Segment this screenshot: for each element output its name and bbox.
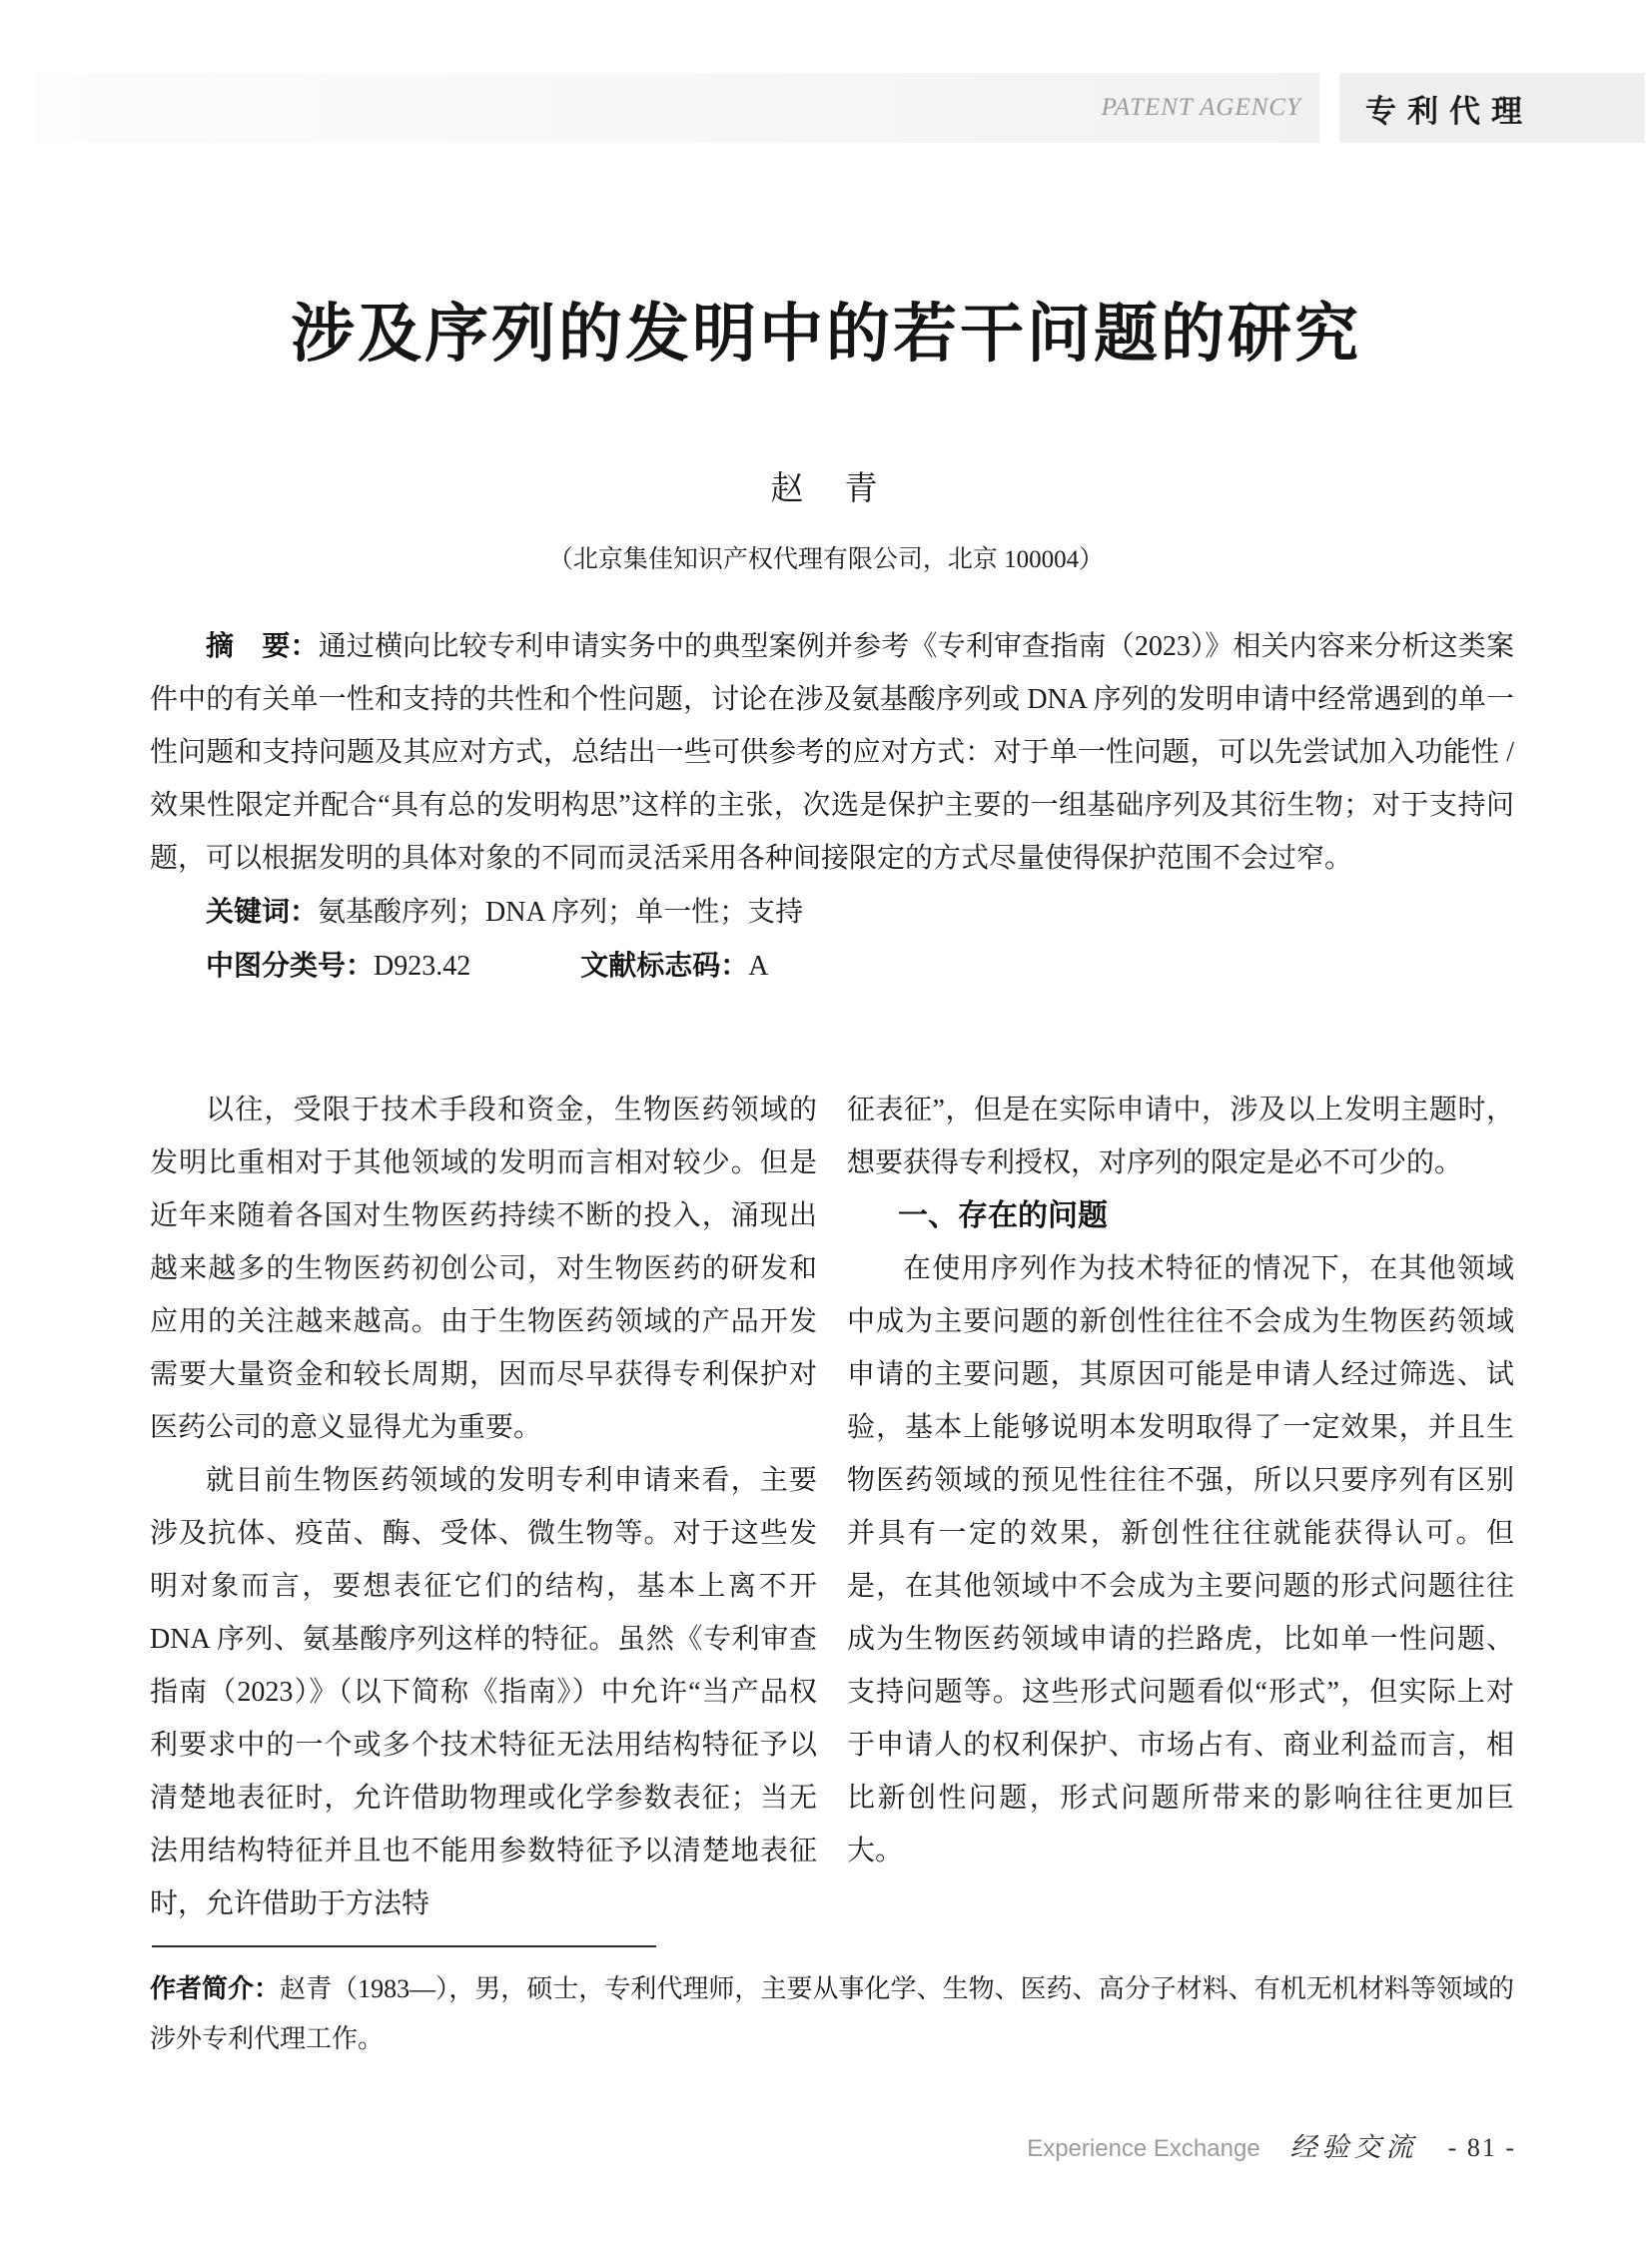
author-name: 赵 青: [770, 471, 882, 507]
header-band: [36, 73, 1319, 143]
doc-code-value: A: [748, 951, 769, 982]
body-paragraph: 以往，受限于技术手段和资金，生物医药领域的发明比重相对于其他领域的发明而言相对较少。但是近年来随着各国对生物医药持续不断的投入，涌现出越来越多的生物医药初创公司，对生物医药的研发和应用的关注越来越高。由于生物医药领域的产品开发需要大量资金和较长周期，因而尽早获得专利保护对医药公司的意义显得尤为重要。: [150, 1095, 817, 1443]
article-title: 涉及序列的发明中的若干问题的研究: [291, 299, 1361, 370]
footnote-text: 赵青（1983—），男，硕士，专利代理师，主要从事化学、生物、医药、高分子材料、有机无机材料等领域的涉外专利代理工作。: [150, 1974, 1514, 2053]
author-bio-footnote: [150, 1945, 1514, 2064]
header-section-box: [1339, 73, 1645, 143]
author-affiliation: （北京集佳知识产权代理有限公司，北京 100004）: [547, 546, 1105, 573]
footer-section-chinese: 经验交流: [1289, 2132, 1418, 2162]
left-column: [150, 1084, 817, 1930]
clc-label: 中图分类号：: [206, 950, 375, 981]
footnote-divider: [152, 1945, 656, 1947]
keywords-text: 氨基酸序列；DNA 序列；单一性；支持: [318, 897, 804, 928]
keywords-label: 关键词：: [206, 896, 319, 927]
footer-section-english: Experience Exchange: [1027, 2135, 1260, 2162]
clc-value: D923.42: [374, 951, 471, 982]
footnote-paragraph: [150, 1963, 1514, 2064]
article-meta-block: [150, 619, 1514, 993]
right-column: [847, 1084, 1514, 1930]
body-columns: [150, 1084, 1514, 1930]
footnote-label: 作者简介：: [150, 1973, 281, 2003]
classification-line: [150, 939, 1514, 993]
body-paragraph-continuation: 征表征”，但是在实际申请中，涉及以上发明主题时，想要获得专利授权，对序列的限定是必不可少的。: [847, 1095, 1514, 1178]
page-footer: [1027, 2125, 1516, 2164]
header-english-label: PATENT AGENCY: [1101, 94, 1301, 121]
keywords-line: [150, 885, 1514, 939]
abstract-label: 摘 要：: [206, 630, 319, 661]
page-number: - 81 -: [1447, 2133, 1516, 2162]
abstract-paragraph: [150, 619, 1514, 885]
section-heading: 一、存在的问题: [898, 1199, 1108, 1232]
body-paragraph: 在使用序列作为技术特征的情况下，在其他领域中成为主要问题的新创性往往不会成为生物医药领域申请的主要问题，其原因可能是申请人经过筛选、试验，基本上能够说明本发明取得了一定效果，并且生物医药领域的预见性往往不强，所以只要序列有区别并具有一定的效果，新创性往往就能获得认可。但是，在其他领域中不会成为主要问题的形式问题往往成为生物医药领域申请的拦路虎，比如单一性问题、支持问题等。这些形式问题看似“形式”，但实际上对于申请人的权利保护、市场占有、商业利益而言，相比新创性问题，形式问题所带来的影响往往更加巨大。: [847, 1253, 1514, 1867]
doc-code-label: 文献标志码：: [580, 950, 749, 981]
abstract-text: 通过横向比较专利申请实务中的典型案例并参考《专利审查指南（2023）》相关内容来分析这类案件中的有关单一性和支持的共性和个性问题，讨论在涉及氨基酸序列或 DNA 序列的发明申请中经常遇到的单一性问题和支持问题及其应对方式，总结出一些可供参考的应对方式：对于单一性问题，可以先尝试加入功能性 / 效果性限定并配合“具有总的发明构思”这样的主张，次选是保护主要的一组基础序列及其衍生物；对于支持问题，可以根据发明的具体对象的不同而灵活采用各种间接限定的方式尽量使得保护范围不会过窄。: [150, 631, 1514, 874]
body-paragraph: 就目前生物医药领域的发明专利申请来看，主要涉及抗体、疫苗、酶、受体、微生物等。对于这些发明对象而言，要想表征它们的结构，基本上离不开 DNA 序列、氨基酸序列这样的特征。虽然《专利审查指南（2023）》（以下简称《指南》）中允许“当产品权利要求中的一个或多个技术特征无法用结构特征予以清楚地表征时，允许借助物理或化学参数表征；当无法用结构特征并且也不能用参数特征予以清楚地表征时，允许借助于方法特: [150, 1465, 817, 1919]
header-section-label: 专利代理: [1365, 93, 1533, 129]
